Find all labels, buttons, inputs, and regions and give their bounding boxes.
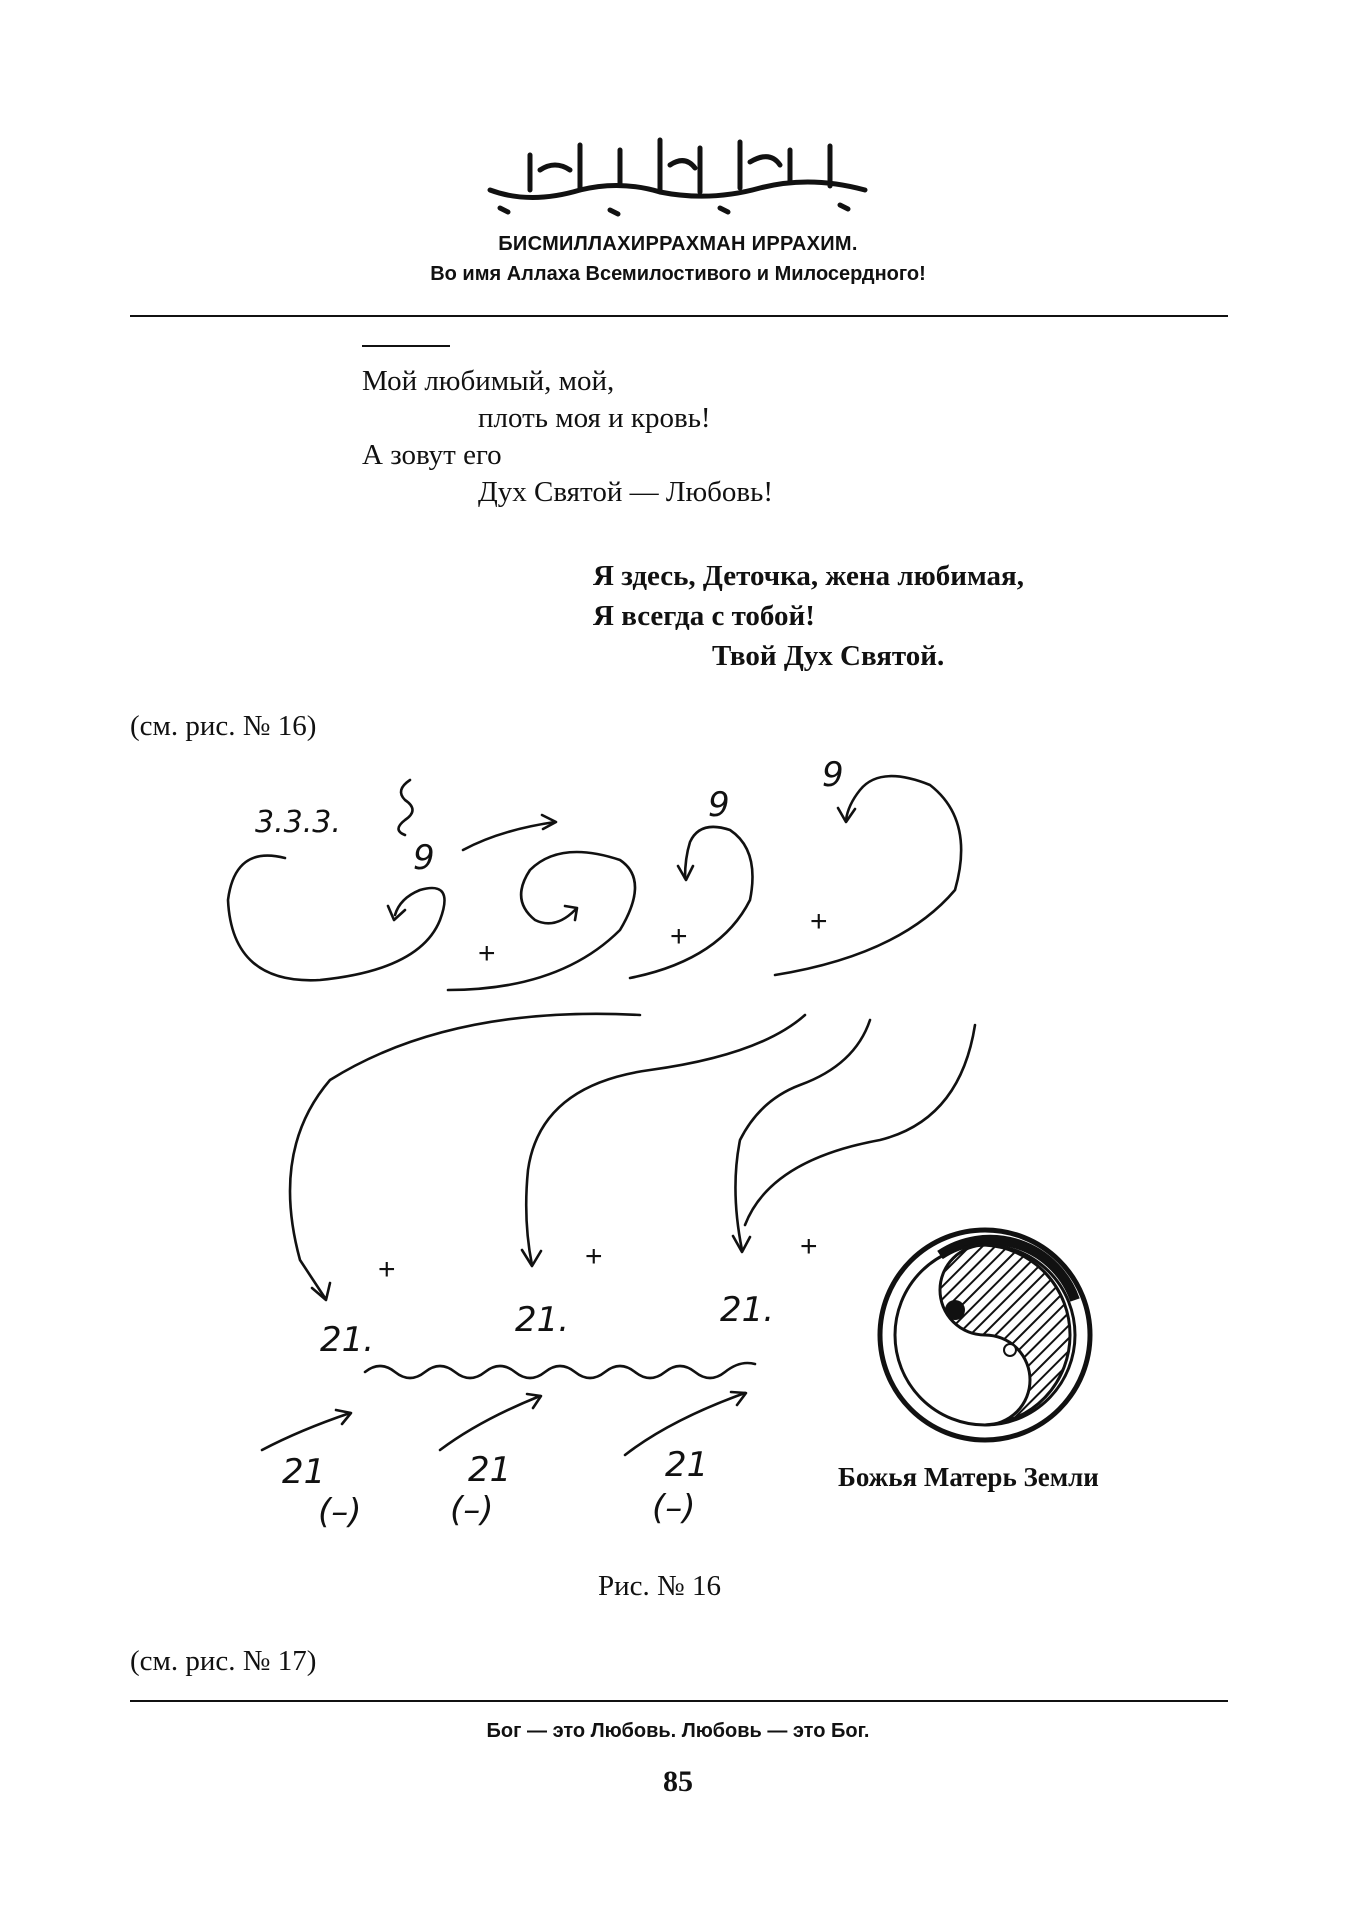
label-21-mid-2: 21. xyxy=(515,1300,570,1340)
ascend-arrow-2 xyxy=(440,1396,540,1450)
label-9-c: 9 xyxy=(822,755,844,795)
ascend-arrow-1 xyxy=(262,1413,350,1450)
page-number: 85 xyxy=(663,1765,693,1798)
label-minus-1: (–) xyxy=(318,1492,362,1532)
plus-top-2: + xyxy=(670,920,688,953)
footer-rule xyxy=(130,1700,1228,1702)
message-line-3: Твой Дух Святой. xyxy=(712,640,945,672)
plus-top-3: + xyxy=(810,905,828,938)
poem-line-1: Мой любимый, мой, xyxy=(362,365,615,397)
plus-mid-3: + xyxy=(800,1230,818,1263)
wavy-line xyxy=(365,1363,755,1378)
descend-arrow-3b xyxy=(745,1025,975,1225)
label-9-b: 9 xyxy=(708,785,730,825)
spiral-4 xyxy=(775,776,961,975)
message-line-1: Я здесь, Деточка, жена любимая, xyxy=(593,560,1024,592)
figure-reference-17: (см. рис. № 17) xyxy=(130,1645,317,1677)
label-21-bottom-2: 21 xyxy=(468,1450,512,1490)
header-subtitle: Во имя Аллаха Всемилостивого и Милосердного! xyxy=(430,263,926,285)
label-21-mid-1: 21. xyxy=(320,1320,375,1360)
label-9-a: 9 xyxy=(413,838,435,878)
message-line-2: Я всегда с тобой! xyxy=(593,600,815,632)
side-caption: Божья Матерь Земли xyxy=(838,1462,1099,1492)
label-21-mid-3: 21. xyxy=(720,1290,775,1330)
plus-mid-2: + xyxy=(585,1240,603,1273)
label-minus-2: (–) xyxy=(450,1490,494,1530)
descend-arrow-3 xyxy=(735,1020,870,1250)
poem-line-3: А зовут его xyxy=(362,439,502,471)
spiral-3 xyxy=(630,827,753,978)
spiral-2 xyxy=(448,852,635,990)
footer-motto: Бог — это Любовь. Любовь — это Бог. xyxy=(486,1720,870,1742)
poem-line-2: плоть моя и кровь! xyxy=(478,402,711,434)
figure-reference-16: (см. рис. № 16) xyxy=(130,710,317,742)
label-21-bottom-1: 21 xyxy=(282,1452,326,1492)
poem-line-4: Дух Святой — Любовь! xyxy=(478,476,773,508)
yin-yang-symbol xyxy=(880,1230,1090,1440)
header-title: БИСМИЛЛАХИРРАХМАН ИРРАХИМ. xyxy=(498,233,858,255)
plus-mid-1: + xyxy=(378,1253,396,1286)
label-21-bottom-3: 21 xyxy=(665,1445,709,1485)
plus-top-1: + xyxy=(478,937,496,970)
arrow-top xyxy=(463,822,555,850)
label-333: 3.3.3. xyxy=(255,805,341,840)
figure-caption: Рис. № 16 xyxy=(598,1570,721,1602)
descend-arrow-2 xyxy=(526,1015,805,1265)
squiggle xyxy=(399,780,413,835)
label-minus-3: (–) xyxy=(652,1488,696,1528)
